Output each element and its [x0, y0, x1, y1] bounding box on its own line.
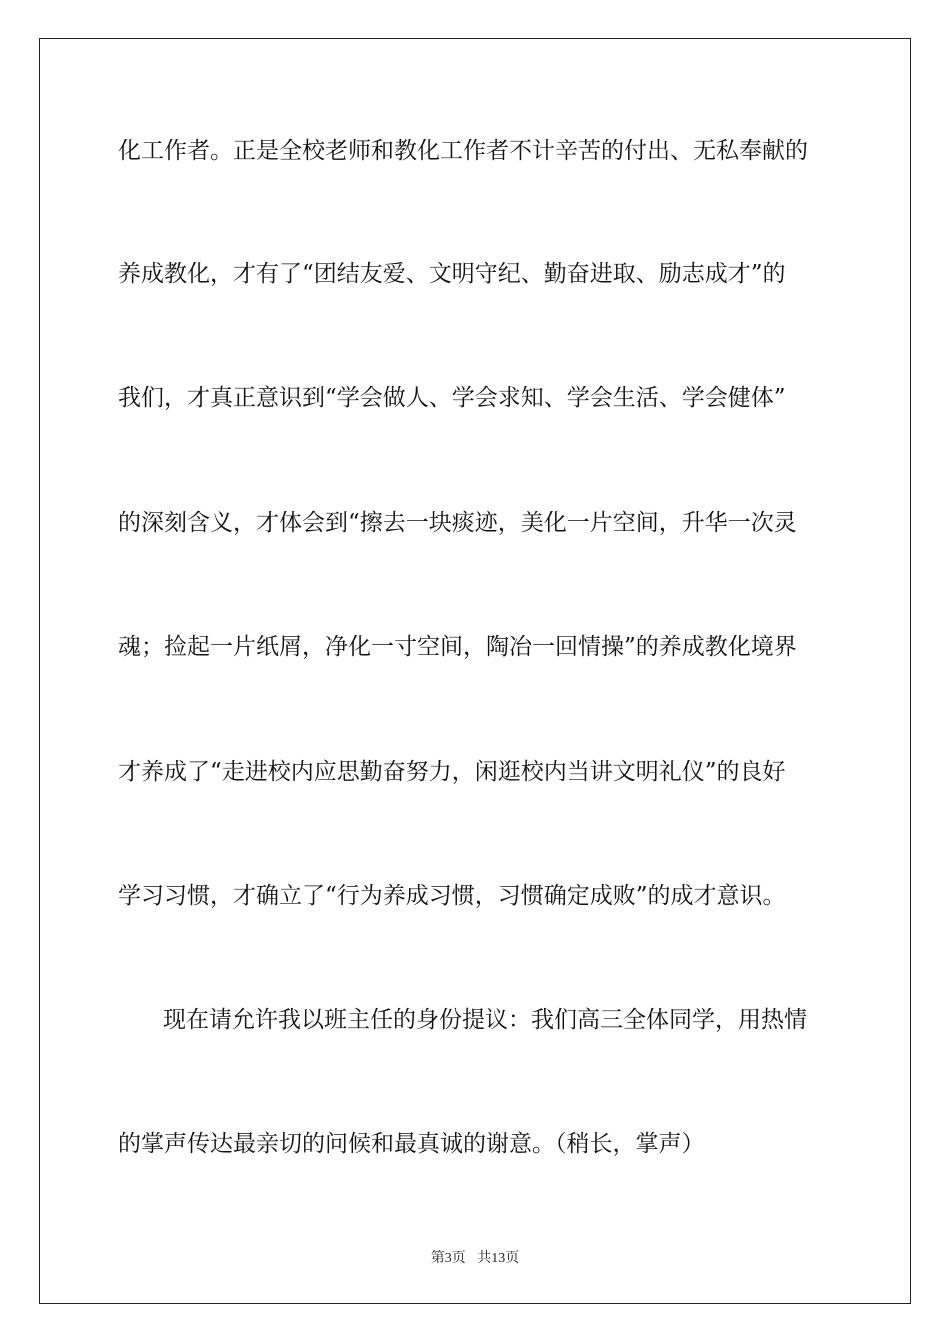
text-line: 我们，才真正意识到“学会做人、学会求知、学会生活、学会健体” [118, 385, 786, 411]
paragraph-first-line: 现在请允许我以班主任的身份提议：我们高三全体同学，用热情 [163, 1007, 807, 1033]
page-number: 第3页 [430, 1251, 466, 1266]
text-line: 魂；捡起一片纸屑，净化一寸空间，陶冶一回情操”的养成教化境界 [118, 634, 797, 660]
text-line: 的深刻含义，才体会到“擦去一块痰迹，美化一片空间，升华一次灵 [118, 510, 797, 536]
page-footer [0, 1247, 950, 1267]
page-total: 共13页 [477, 1251, 520, 1266]
text-line: 的掌声传达最亲切的问候和最真诚的谢意。（稍长，掌声） [118, 1131, 705, 1157]
text-line: 养成教化，才有了“团结友爱、文明守纪、勤奋进取、励志成才”的 [118, 261, 786, 287]
text-line: 才养成了“走进校内应思勤奋努力，闲逛校内当讲文明礼仪”的良好 [118, 759, 786, 785]
page-border [39, 38, 911, 1304]
text-line: 学习习惯，才确立了“行为养成习惯，习惯确定成败”的成才意识。 [118, 883, 786, 909]
text-line: 化工作者。正是全校老师和教化工作者不计辛苦的付出、无私奉献的 [118, 138, 808, 164]
